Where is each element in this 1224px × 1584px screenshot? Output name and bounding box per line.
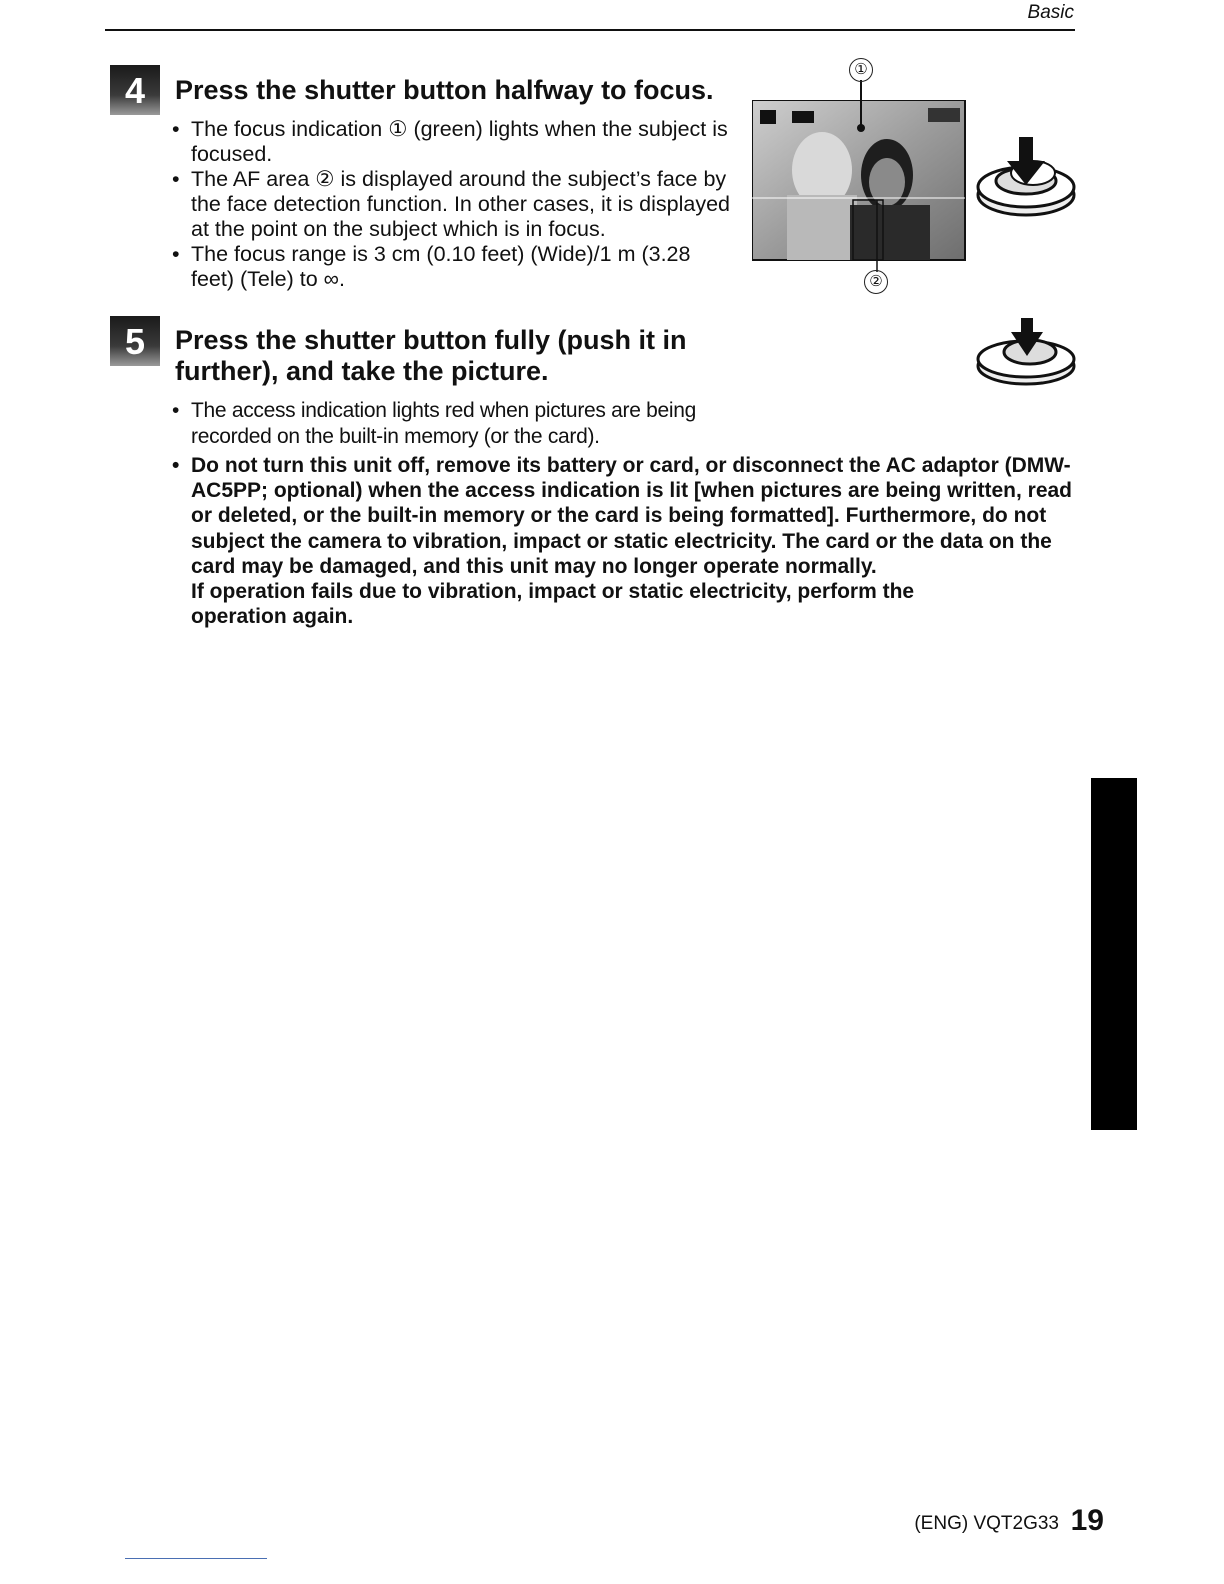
step-5-number: 5	[124, 321, 146, 362]
step-5-bullet-list	[172, 398, 1062, 450]
callout-1: ①	[849, 58, 873, 82]
callout-2: ②	[864, 270, 888, 294]
shutter-half-press-icon	[975, 135, 1077, 220]
step-5-title	[175, 325, 687, 387]
section-label: Basic	[1027, 2, 1074, 23]
retry-paragraph: If operation fails due to vibration, impact or static electricity, perform the operation again.	[191, 580, 915, 629]
warning-paragraph: Do not turn this unit off, remove its battery or card, or disconnect the AC adaptor (DMW-AC5PP; optional) when the access indication is lit [when pictures are being written, read or deleted, or the built-in memory or the card is being formatted]. Furthermore, do not subject the camera to vibration, impact or static electricity. The card or the data on the card may be damaged, and this unit may no longer operate normally.	[191, 454, 1073, 578]
step-4-number: 4	[124, 70, 146, 111]
bullet-marker: •	[172, 454, 180, 477]
step-5-title-line-1: Press the shutter button fully (push it in	[175, 325, 687, 355]
step-4-badge-icon	[110, 65, 160, 115]
chapter-side-tab	[1091, 778, 1137, 1130]
list-item: • The focus indication ① (green) lights when the subject is focused.	[172, 117, 752, 167]
list-item: • The access indication lights red when pictures are being recorded on the built-in memory (or the card).	[172, 398, 736, 450]
step-5-title-line-2: further), and take the picture.	[175, 356, 549, 386]
list-item: • The AF area ② is displayed around the subject’s face by the face detection function. In other cases, it is displayed at the point on the subject which is in focus.	[172, 167, 752, 242]
step-5-badge-icon	[110, 316, 160, 366]
warning-block	[172, 453, 1091, 629]
document-code: (ENG) VQT2G33	[914, 1513, 1059, 1534]
list-item: • The focus range is 3 cm (0.10 feet) (Wide)/1 m (3.28 feet) (Tele) to ∞.	[172, 242, 711, 292]
header-divider	[105, 29, 1075, 31]
step-4-bullet-list	[172, 117, 752, 292]
callout-lines	[850, 80, 890, 280]
page-number: 19	[1070, 1504, 1104, 1537]
footer-line	[125, 1558, 267, 1559]
shutter-full-press-icon	[975, 316, 1077, 388]
step-4-title: Press the shutter button halfway to focus.	[175, 75, 714, 105]
